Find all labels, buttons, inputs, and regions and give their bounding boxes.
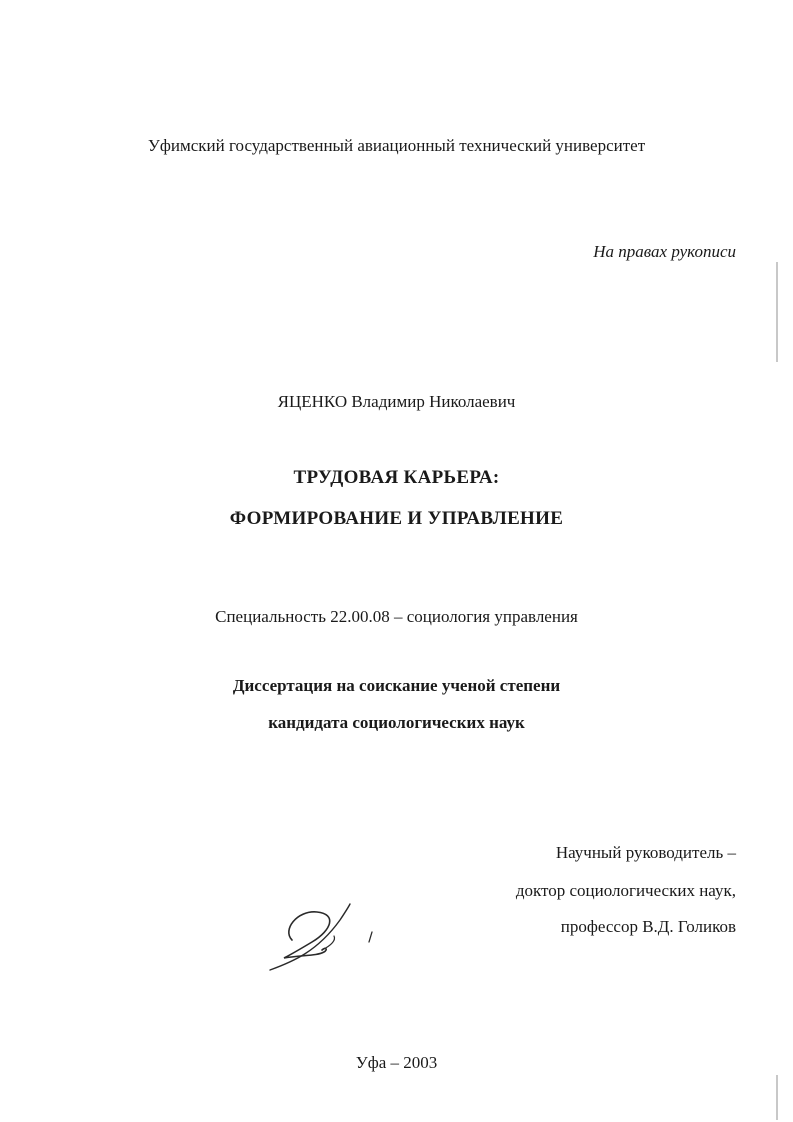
- dissertation-title-line2: ФОРМИРОВАНИЕ И УПРАВЛЕНИЕ: [229, 508, 564, 529]
- supervisor-name: профессор В.Д. Голиков: [560, 917, 736, 936]
- city-year: Уфа – 2003: [355, 1053, 438, 1072]
- scan-artifact: [776, 1075, 778, 1120]
- specialty: Специальность 22.00.08 – социология управления: [215, 607, 578, 626]
- handwritten-signature-icon: [262, 900, 382, 975]
- university-name: Уфимский государственный авиационный технический университет: [147, 136, 646, 155]
- author-name: ЯЦЕНКО Владимир Николаевич: [277, 392, 516, 411]
- supervisor-role: Научный руководитель –: [555, 843, 736, 862]
- manuscript-rights-note: На правах рукописи: [593, 242, 736, 261]
- dissertation-title-line1: ТРУДОВАЯ КАРЬЕРА:: [293, 467, 500, 488]
- degree-line1: Диссертация на соискание ученой степени: [232, 676, 561, 695]
- scan-artifact: [776, 262, 778, 362]
- degree-line2: кандидата социологических наук: [268, 713, 525, 732]
- supervisor-degree: доктор социологических наук,: [515, 881, 736, 900]
